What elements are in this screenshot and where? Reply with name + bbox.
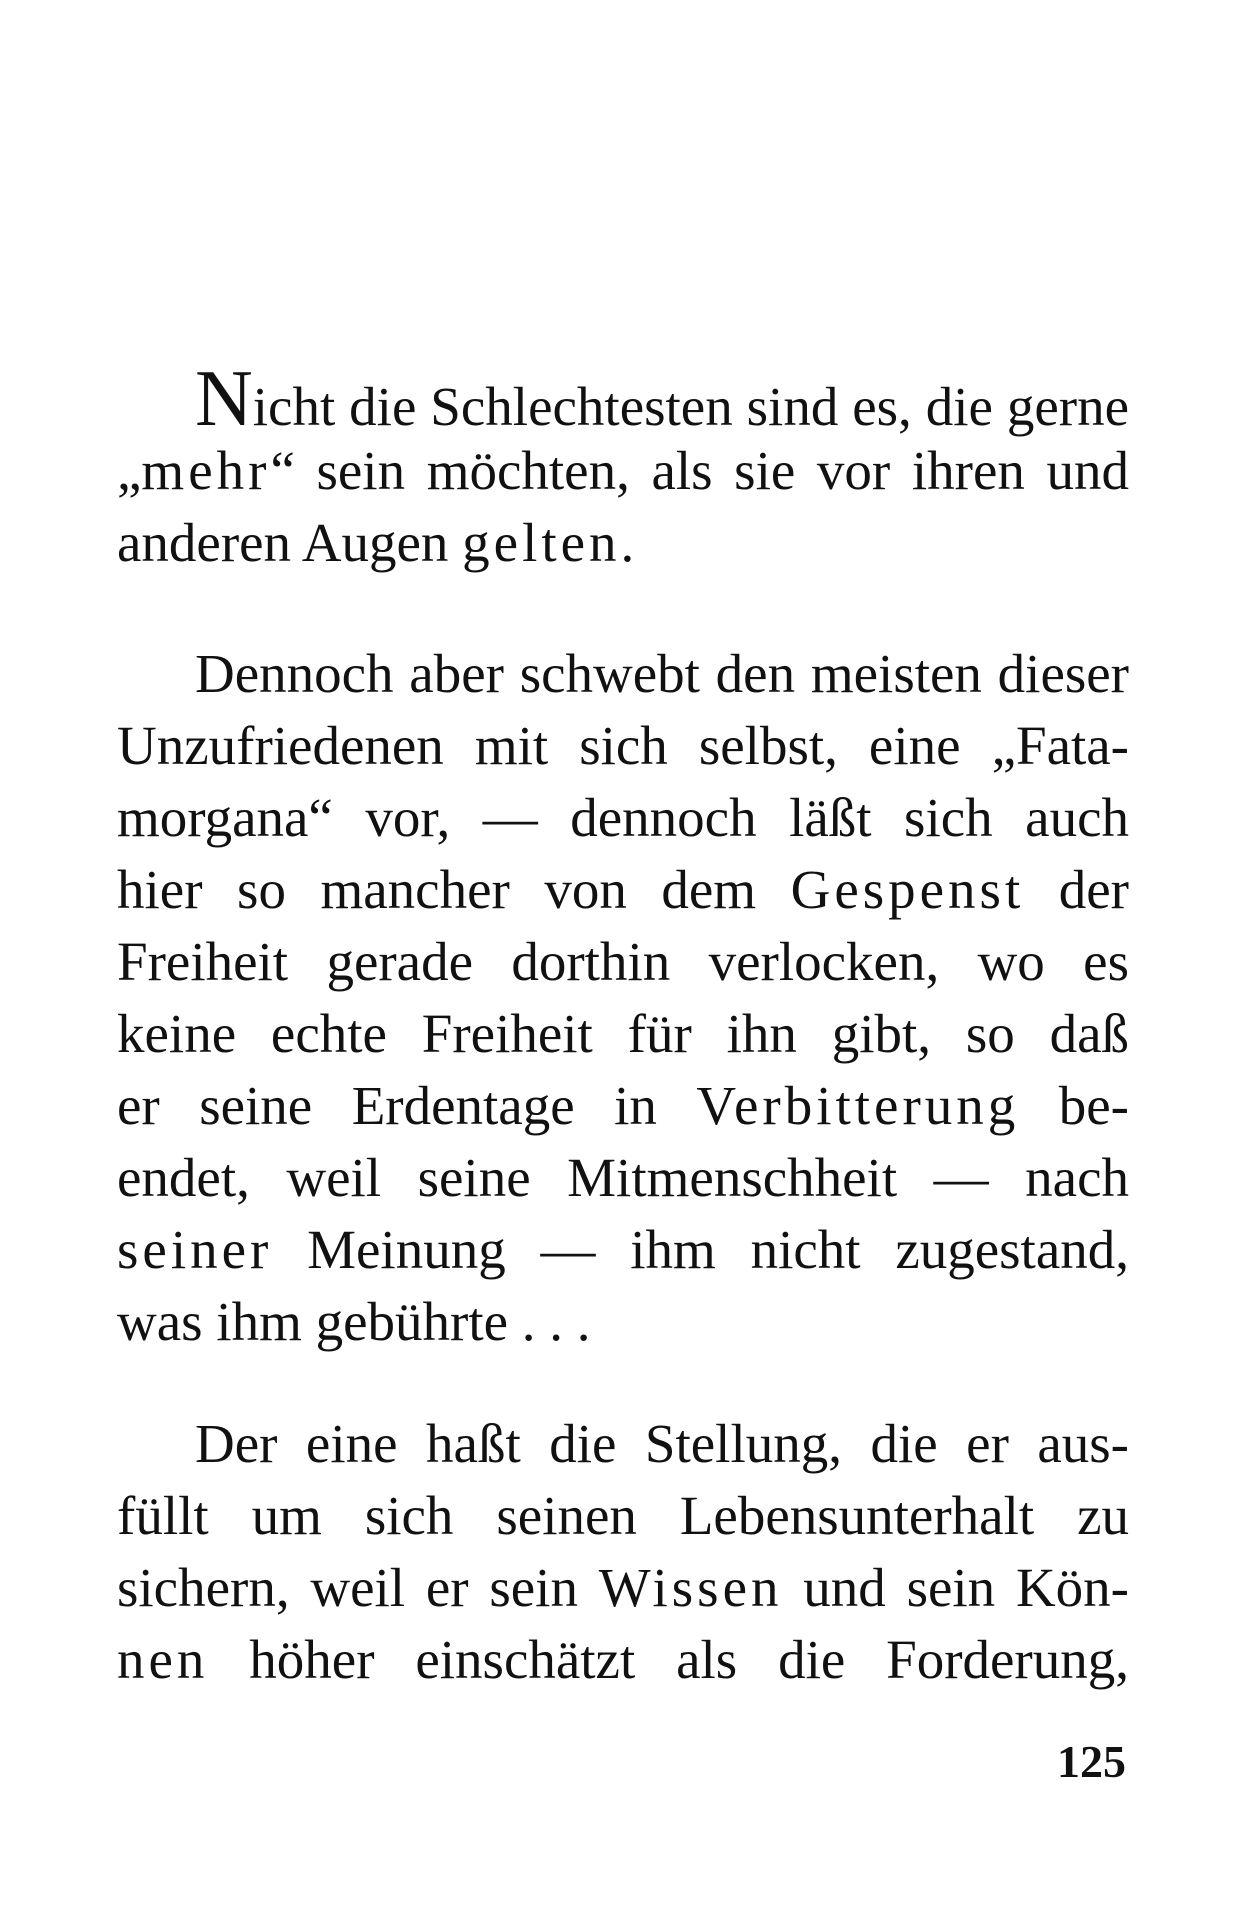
spaced-word: Verbitterung: [696, 1075, 1020, 1136]
paragraph-1: [117, 355, 1129, 579]
text-line: „mehr“ sein möchten, als sie vor ihren und: [117, 440, 1129, 501]
drop-cap: N: [195, 355, 253, 443]
text-line: Der eine haßt die Stellung, die er aus-: [195, 1413, 1129, 1474]
text-line: er seine Erdentage in Verbitterung be-: [117, 1075, 1129, 1136]
text-line: nen höher einschätzt als die Forderung,: [117, 1629, 1129, 1690]
text-line: was ihm gebührte . . .: [117, 1291, 591, 1352]
text-line: morgana“ vor, — dennoch läßt sich auch: [117, 787, 1129, 848]
spaced-word: seiner: [117, 1219, 273, 1280]
paragraph-3: [117, 1408, 1129, 1696]
text-line: hier so mancher von dem Gespenst der: [117, 859, 1129, 920]
text-line: Unzufriedenen mit sich selbst, eine „Fata-: [117, 715, 1129, 776]
text-line: Nicht die Schlechtesten sind es, die gerne: [195, 355, 1129, 443]
text-line: Freiheit gerade dorthin verlocken, wo es: [117, 931, 1129, 992]
spaced-word: gelten: [462, 512, 621, 573]
text-line: keine echte Freiheit für ihn gibt, so daß: [117, 1003, 1129, 1064]
spaced-word: mehr: [141, 440, 271, 501]
paragraph-2: [117, 638, 1129, 1358]
text-line: füllt um sich seinen Lebensunterhalt zu: [117, 1485, 1129, 1546]
text-line: Dennoch aber schwebt den meisten dieser: [195, 643, 1129, 704]
text-line: seiner Meinung — ihm nicht zugestand,: [117, 1219, 1129, 1280]
page-number: 125: [1057, 1736, 1126, 1787]
spaced-word: Wissen: [598, 1557, 783, 1618]
spaced-word: Gespenst: [790, 859, 1025, 920]
spaced-word: nen: [117, 1629, 209, 1690]
text-line: sichern, weil er sein Wissen und sein Kön-: [117, 1557, 1129, 1618]
text-line: anderen Augen gelten.: [117, 512, 635, 573]
text-line: endet, weil seine Mitmenschheit — nach: [117, 1147, 1129, 1208]
